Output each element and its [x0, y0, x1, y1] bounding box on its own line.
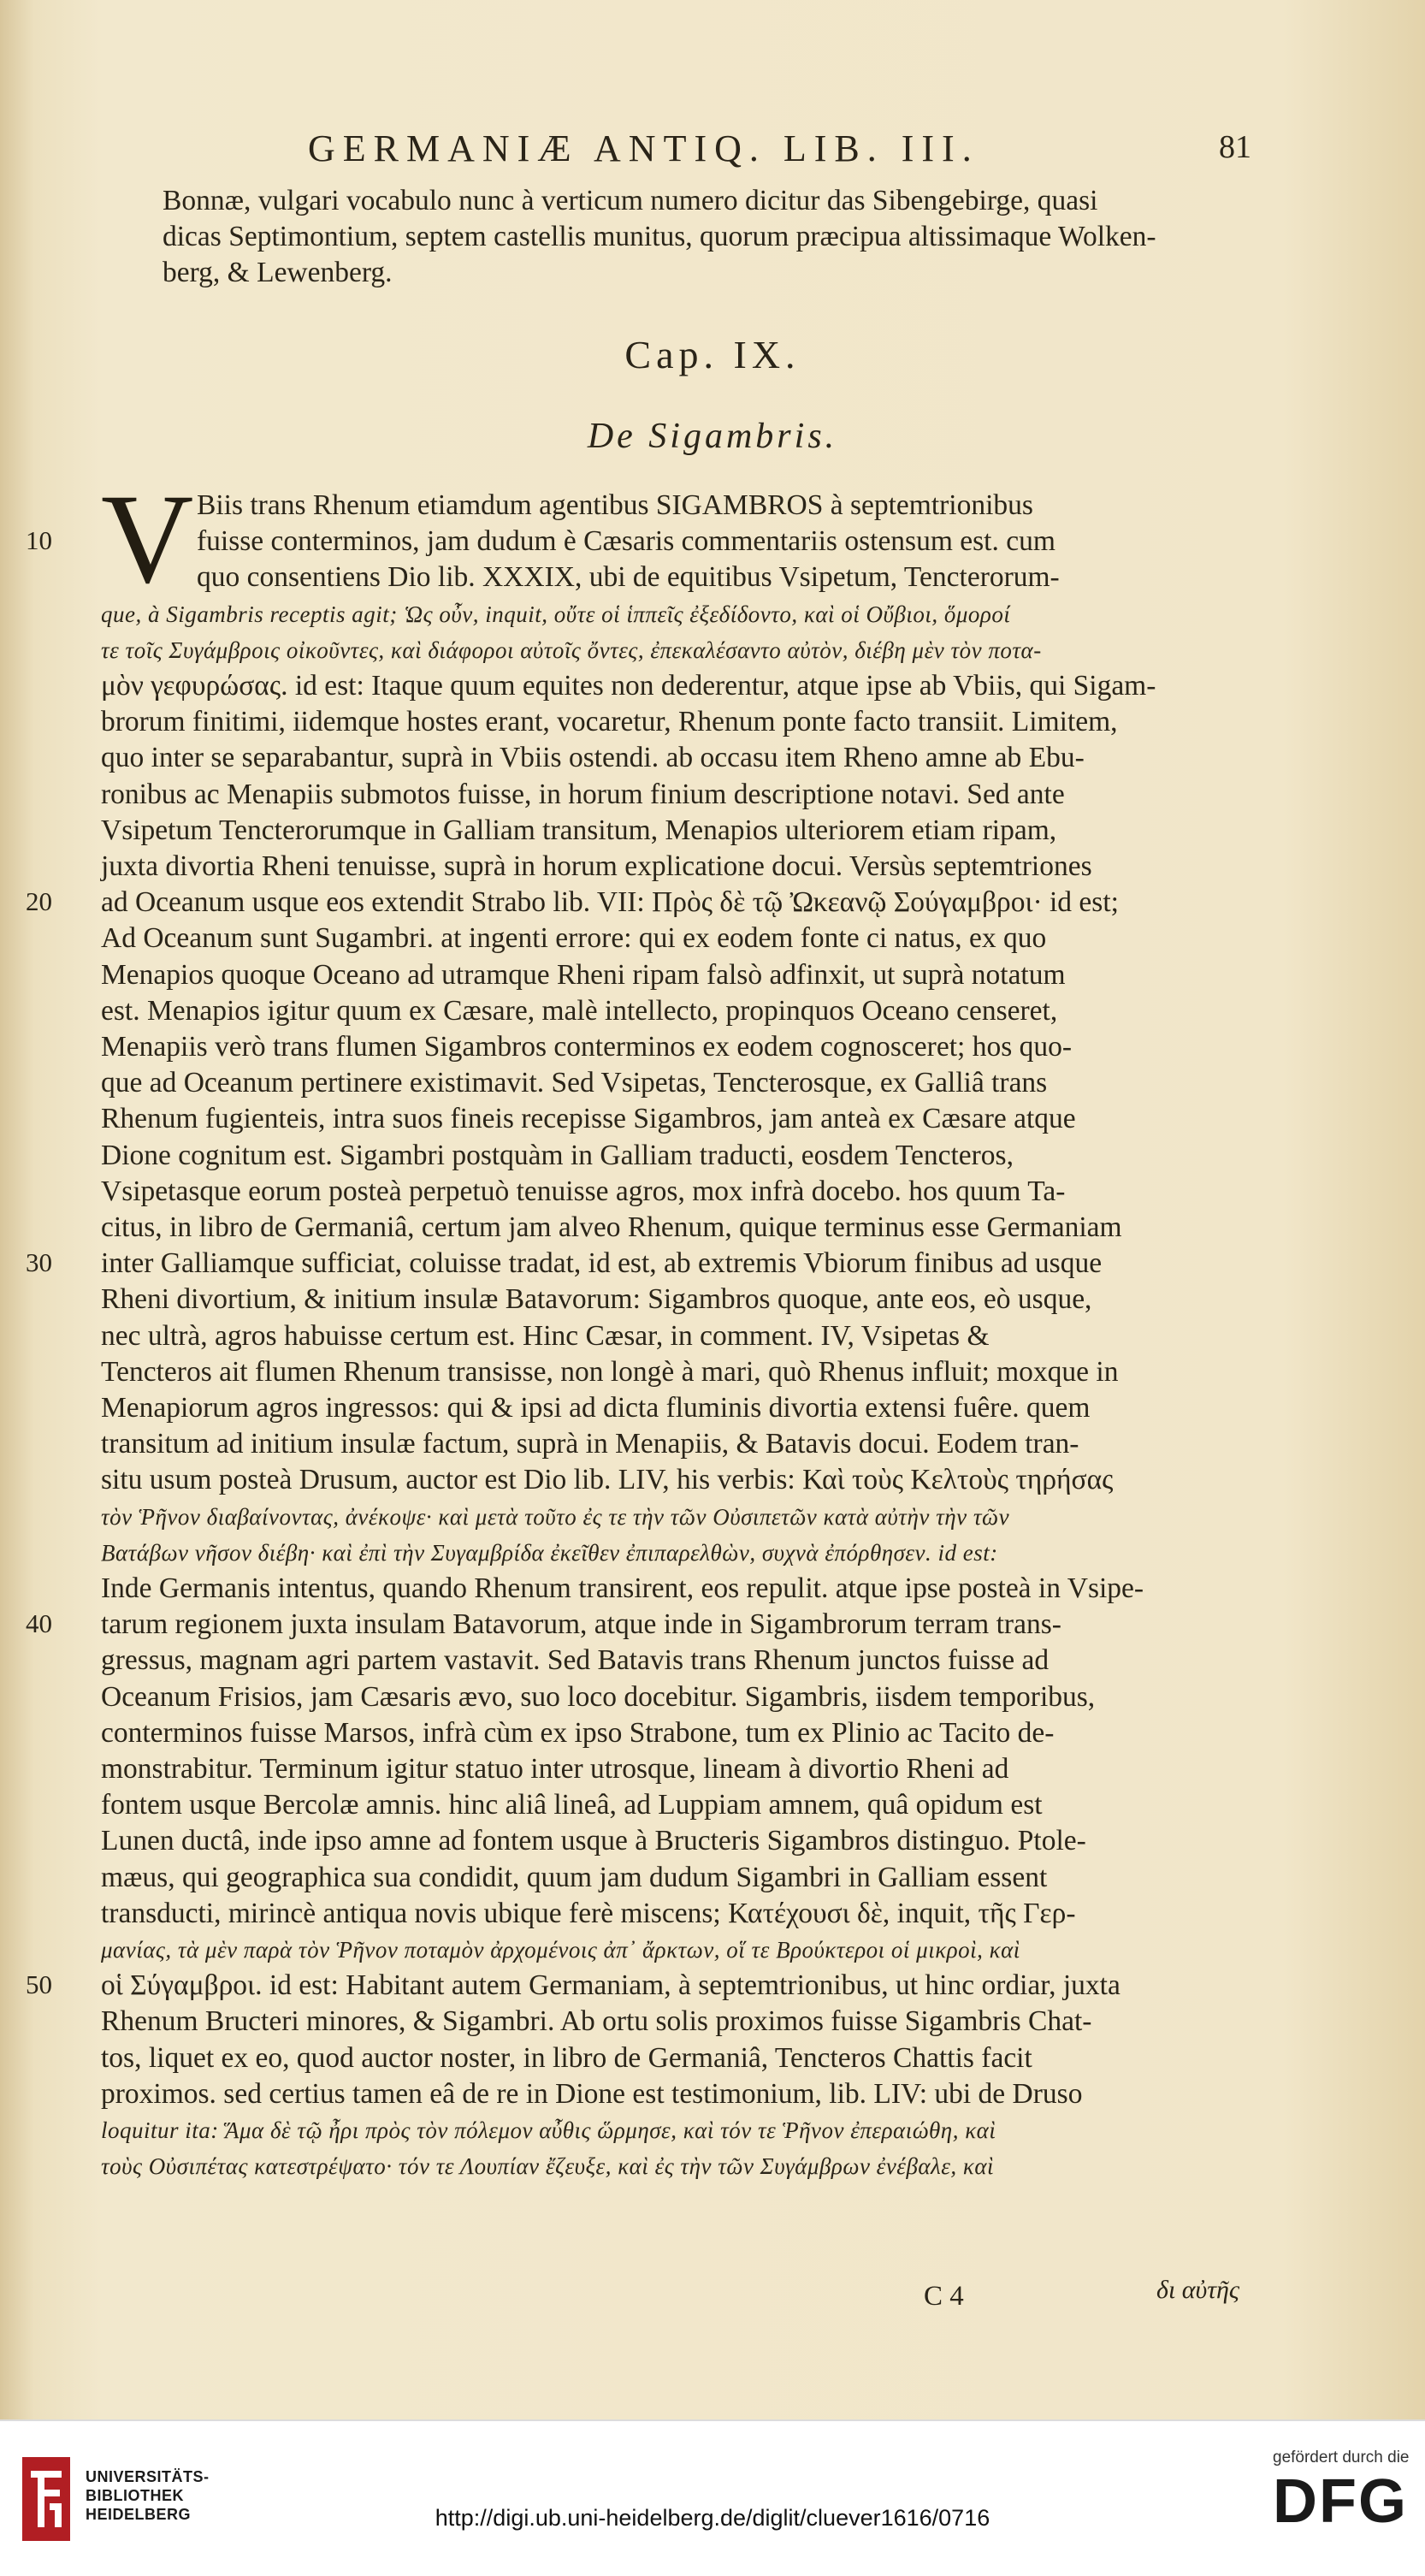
- text-line: que, à Sigambris receptis agit; Ὡς οὖν, inquit, οὔτε οἱ ἱππεῖς ἐξεδίδοντο, καὶ οἱ Οὔβιοι, ὅμοροί: [101, 601, 1011, 627]
- text-line: Bonnæ, vulgari vocabulo nunc à verticum numero dicitur das Sibengebirge, quasi: [163, 185, 1098, 216]
- text-line: οἱ Σύγαμβροι. id est: Habitant autem Germaniam, à septemtrionibus, ut hinc ordiar, juxta: [101, 1969, 1120, 2002]
- text-line: brorum finitimi, iidemque hostes erant, vocaretur, Rhenum ponte facto transiit. Limitem,: [101, 706, 1118, 738]
- text-line: τε τοῖς Συγάμβροις οἰκοῦντες, καὶ διάφοροι αὐτοῖς ὄντες, ἐπεκαλέσαντο αὐτὸν, διέβη μὲν τὸν ποτα-: [101, 637, 1042, 663]
- university-library-logo[interactable]: [19, 2452, 275, 2546]
- margin-line-number: 40: [26, 1608, 52, 1639]
- text-line: Inde Germanis intentus, quando Rhenum transirent, eos repulit. atque ipse posteà in Vsipe-: [101, 1572, 1144, 1604]
- text-line: transducti, mirincè antiqua novis ubique ferè miscens; Κατέχουσι δὲ, inquit, τῆς Γερ-: [101, 1897, 1076, 1929]
- text-line: Rhenum fugienteis, intra suos fineis recepisse Sigambros, jam anteà ex Cæsare atque: [101, 1103, 1076, 1135]
- text-line: berg, & Lewenberg.: [163, 257, 393, 289]
- running-head: [0, 127, 1425, 178]
- margin-line-number: 20: [26, 886, 52, 917]
- chapter-title: De Sigambris.: [587, 417, 838, 456]
- text-line: Vsipetasque eorum posteà perpetuò tenuisse agros, mox infrà docebo. hos quum Ta-: [101, 1175, 1066, 1207]
- text-line: tarum regionem juxta insulam Batavorum, atque inde in Sigambrorum terram trans-: [101, 1608, 1061, 1641]
- catchword: δι αὐτῆς: [1156, 2276, 1240, 2304]
- library-name-line: BIBLIOTHEK: [86, 2487, 184, 2504]
- text-line: Oceanum Frisios, jam Cæsaris ævo, suo loco docebitur. Sigambris, iisdem temporibus,: [101, 1680, 1096, 1713]
- text-line: proximos. sed certius tamen eâ de re in Dione est testimonium, lib. LIV: ubi de Druso: [101, 2077, 1083, 2110]
- text-line: citus, in libro de Germaniâ, certum jam alveo Rhenum, quique terminus esse Germaniam: [101, 1211, 1122, 1243]
- margin-line-number: 10: [26, 525, 52, 556]
- text-line: loquitur ita: Ἅμα δὲ τῷ ἦρι πρὸς τὸν πόλεμον αὖθις ὥρμησε, καὶ τόν τε Ῥῆνον ἐπεραιώθη, καὶ: [101, 2117, 996, 2143]
- chapter-number: Cap. IX.: [624, 333, 801, 376]
- text-line: mæus, qui geographica sua condidit, quum jam dudum Sigambri in Galliam essent: [101, 1861, 1048, 1893]
- text-line: situ usum posteà Drusum, auctor est Dio lib. LIV, his verbis: Καὶ τοὺς Κελτοὺς τηρήσας: [101, 1464, 1114, 1496]
- text-line: nec ultrà, agros habuisse certum est. Hinc Cæsar, in comment. IV, Vsipetas &: [101, 1319, 990, 1352]
- text-line: quo consentiens Dio lib. XXXIX, ubi de equitibus Vsipetum, Tencterorum-: [197, 561, 1060, 594]
- text-line: est. Menapios igitur quum ex Cæsare, malè intellecto, propinquos Oceano censeret,: [101, 994, 1058, 1027]
- text-line: ronibus ac Menapiis submotos fuisse, in horum finium descriptione notavi. Sed ante: [101, 778, 1065, 810]
- text-line: gressus, magnam agri partem vastavit. Sed Batavis trans Rhenum junctos fuisse ad: [101, 1644, 1050, 1677]
- text-line: μανίας, τὰ μὲν παρὰ τὸν Ῥῆνον ποταμὸν ἀρχομένοις ἀπ᾿ ἄρκτων, οἵ τε Βρούκτεροι οἱ μικροὶ, καὶ: [101, 1937, 1020, 1963]
- text-line: transitum ad initium insulæ factum, suprà in Menapiis, & Batavis docui. Eodem tran-: [101, 1428, 1079, 1460]
- text-line: dicas Septimontium, septem castellis munitus, quorum præcipua altissimaque Wolken-: [163, 221, 1156, 253]
- text-line: conterminos fuisse Marsos, infrà cùm ex ipso Strabone, tum ex Plinio ac Tacito de-: [101, 1716, 1055, 1749]
- text-line: Menapios quoque Oceano ad utramque Rheni ripam falsò adfinxit, ut suprà notatum: [101, 958, 1066, 991]
- text-line: Dione cognitum est. Sigambri postquàm in Galliam traducti, eosdem Tencteros,: [101, 1139, 1014, 1171]
- text-line: ad Oceanum usque eos extendit Strabo lib. VII: Πρὸς δὲ τῷ Ὠκεανῷ Σούγαμβροι· id est;: [101, 886, 1119, 919]
- library-name-line: UNIVERSITÄTS-: [86, 2468, 210, 2485]
- drop-cap-initial: V: [101, 468, 194, 610]
- permalink-url[interactable]: http://digi.ub.uni-heidelberg.de/diglit/cluever1616/0716: [435, 2505, 990, 2531]
- text-line: Biis trans Rhenum etiamdum agentibus SIGAMBROS à septemtrionibus: [197, 489, 1033, 521]
- text-line: fontem usque Bercolæ amnis. hinc aliâ lineâ, ad Luppiam amnem, quâ opidum est: [101, 1789, 1043, 1821]
- text-line: Lunen ductâ, inde ipso amne ad fontem usque à Bructeris Sigambros distinguo. Ptole-: [101, 1825, 1086, 1857]
- text-line: μὸν γεφυρώσας. id est: Itaque quum equites non dederentur, atque ipse ab Vbiis, qui Sigam-: [101, 670, 1156, 702]
- text-line: Rhenum Bructeri minores, & Sigambri. Ab ortu solis proximos fuisse Sigambris Chat-: [101, 2005, 1092, 2038]
- text-line: juxta divortia Rheni tenuisse, suprà in horum explicatione docui. Versùs septemtriones: [101, 850, 1092, 882]
- text-line: fuisse conterminos, jam dudum è Cæsaris commentariis ostensum est. cum: [197, 525, 1055, 558]
- text-line: Menapiis verò trans flumen Sigambros conterminos ex eodem cognosceret; hos quo-: [101, 1031, 1073, 1063]
- viewer-footer: [0, 2419, 1425, 2576]
- text-line: τοὺς Οὐσιπέτας κατεστρέψατο· τόν τε Λουπίαν ἔζευξε, καὶ ἐς τὴν τῶν Συγάμβρων ἐνέβαλε, καὶ: [101, 2153, 995, 2180]
- funder-note: gefördert durch die: [1273, 2449, 1410, 2466]
- library-emblem-icon: [19, 2452, 74, 2546]
- text-line: monstrabitur. Terminum igitur statuo inter utrosque, lineam à divortio Rheni ad: [101, 1753, 1009, 1785]
- signature-mark: C 4: [924, 2281, 964, 2312]
- text-line: Menapiorum agros ingressos: qui & ipsi ad dicta fluminis divortia extensi fuêre. quem: [101, 1392, 1091, 1424]
- margin-line-number: 50: [26, 1969, 52, 2000]
- text-line: tos, liquet ex eo, quod auctor noster, in libro de Germaniâ, Tencteros Chattis facit: [101, 2041, 1032, 2074]
- opening-paragraph: [163, 183, 1288, 292]
- funder-block[interactable]: [1273, 2449, 1418, 2536]
- text-line: Βατάβων νῆσον διέβη· καὶ ἐπὶ τὴν Συγαμβρίδα ἐκεῖθεν ἐπιπαρελθὼν, συχνὰ ἐπόρθησεν. id est:: [101, 1539, 998, 1566]
- text-line: Vsipetum Tencterorumque in Galliam transitum, Menapios ulteriorem etiam ripam,: [101, 814, 1057, 846]
- running-head-title: GERMANIÆ ANTIQ. LIB. III.: [308, 127, 979, 169]
- text-line: quo inter se separabantur, suprà in Vbiis ostendi. ab occasu item Rheno amne ab Ebu-: [101, 742, 1085, 774]
- text-line: Tencteros ait flumen Rhenum transisse, non longè à mari, quò Rhenus influit; moxque in: [101, 1355, 1119, 1388]
- dfg-logo: DFG: [1273, 2467, 1408, 2536]
- text-line: que ad Oceanum pertinere existimavit. Sed Vsipetas, Tencterosque, ex Galliâ trans: [101, 1067, 1048, 1099]
- text-line: inter Galliamque sufficiat, coluisse tradat, id est, ab extremis Vbiorum finibus ad usque: [101, 1247, 1103, 1280]
- library-name-line: HEIDELBERG: [86, 2506, 192, 2523]
- text-line: Rheni divortium, & initium insulæ Batavorum: Sigambros quoque, ante eos, eò usque,: [101, 1283, 1092, 1316]
- text-line: Ad Oceanum sunt Sugambri. at ingenti errore: qui ex eodem fonte ci natus, ex quo: [101, 922, 1047, 955]
- text-line: τὸν Ῥῆνον διαβαίνοντας, ἀνέκοψε· καὶ μετὰ τοῦτο ἐς τε τὴν τῶν Οὐσιπετῶν κατὰ αὐτὴν τὴν τῶν: [101, 1503, 1010, 1530]
- page-number: 81: [1219, 129, 1251, 165]
- margin-line-number: 30: [26, 1247, 52, 1278]
